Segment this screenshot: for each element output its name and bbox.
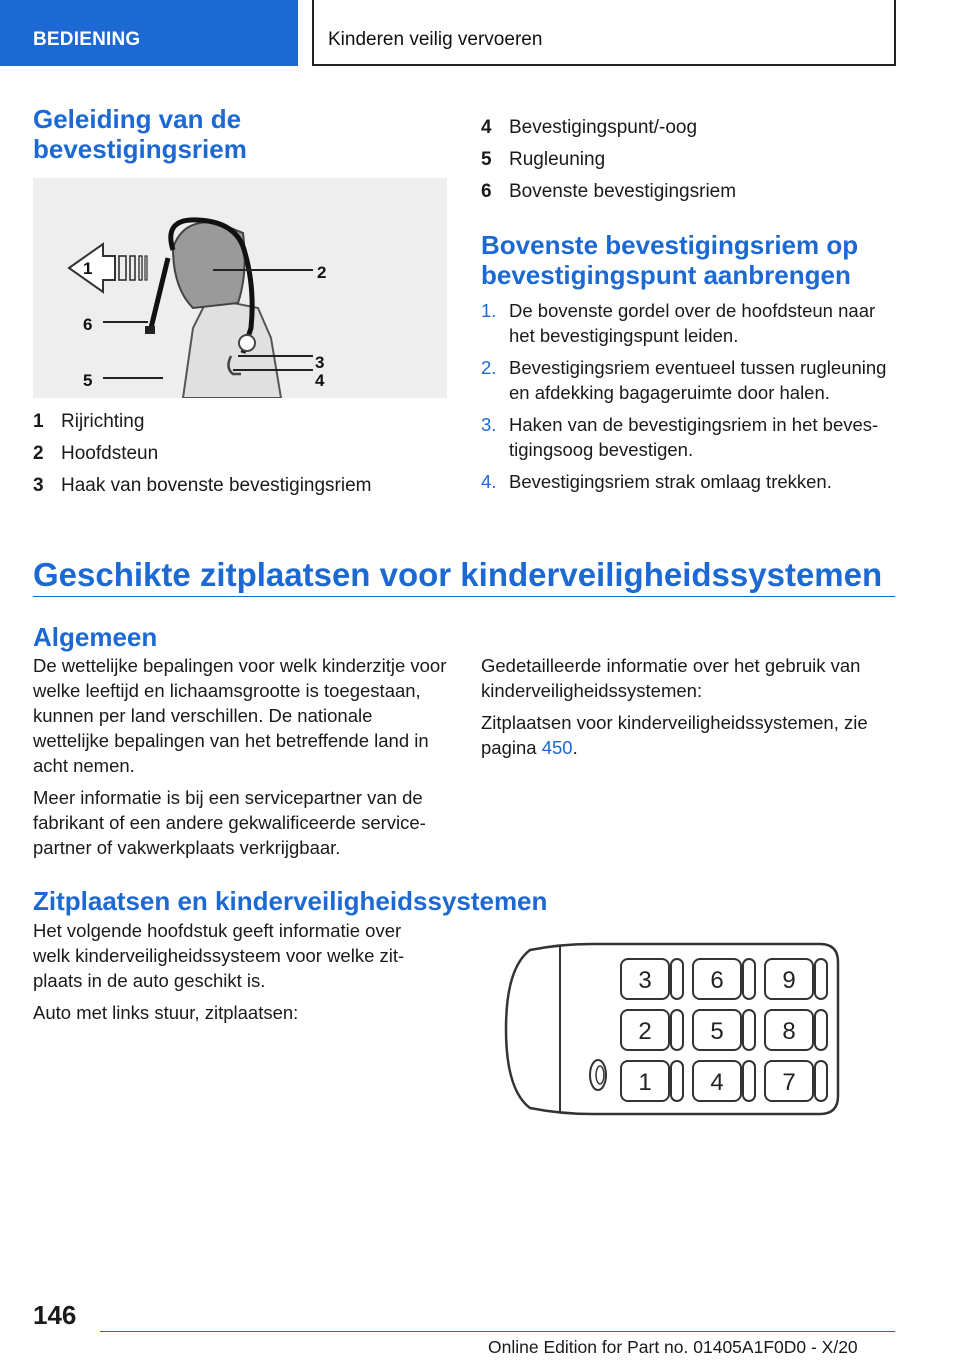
seats-section-title: Geschikte zitplaatsen voor kinderveiligheidssystemen xyxy=(33,556,883,593)
list-item: 3. Haken van de bevestigingsriem in het bevestigingsoog bevestigen. xyxy=(481,414,879,460)
general-title: Algemeen xyxy=(33,622,158,652)
list-item: 4. Bevestigingsriem strak omlaag trekken. xyxy=(481,471,832,492)
seat-number-label: 6 xyxy=(710,967,724,994)
list-item: 4 Bevestigingspunt/-oog xyxy=(481,117,698,138)
general-paragraph-4: Zitplaatsen voor kinderveiligheidssystemen, zie pagina 450. xyxy=(481,712,868,758)
chapter-tab xyxy=(0,0,298,66)
seat-grid xyxy=(621,959,827,1101)
list-item: 1. De bovenste gordel over de hoofdsteun naar het bevestigingspunt leiden. xyxy=(481,300,876,346)
figure-label-5: 5 xyxy=(83,371,93,390)
general-paragraph-2: Meer informatie is bij een servicepartner van de fabrikant of een andere gekwalificeerde servicepartner of vakwerkplaats verkrijgbaar. xyxy=(33,787,426,858)
seat-number-label: 3 xyxy=(638,967,652,994)
figure-legend-left xyxy=(33,406,447,502)
chapter-title: Kinderen veilig vervoeren xyxy=(328,29,543,50)
general-right xyxy=(481,653,895,767)
seats-systems-text xyxy=(33,918,433,1032)
seat-number-label: 2 xyxy=(638,1018,652,1045)
seat-number-label: 5 xyxy=(710,1018,724,1045)
chapter-tab-label: BEDIENING xyxy=(33,29,141,50)
seating-diagram xyxy=(500,940,845,1118)
figure-label-1: 1 xyxy=(83,259,93,278)
seating-diagram-svg xyxy=(500,940,845,1118)
seat-number-label: 4 xyxy=(710,1069,724,1096)
list-item: 2. Bevestigingsriem eventueel tussen rugleuning en afdekking bagageruimte door halen. xyxy=(481,357,887,403)
footer-rule xyxy=(100,1331,895,1332)
anchor-eye-shape xyxy=(239,335,255,351)
figure-label-4: 4 xyxy=(315,371,325,390)
general-paragraph-1: De wettelijke bepalingen voor welk kinderzitje voor welke leeftijd en lichaamsgrootte is toegestaan, kunnen per land verschillen. De nationale wettelijke bepalingen van het betreffende land in acht nemen. xyxy=(33,655,447,776)
figure-label-3: 3 xyxy=(315,353,325,372)
list-item: 5 Rugleuning xyxy=(481,149,606,170)
page-reference-link[interactable]: 450 xyxy=(541,737,573,758)
headrest-strap-illustration xyxy=(33,178,447,398)
seats-systems-title: Zitplaatsen en kinderveiligheidssystemen xyxy=(33,886,548,916)
guide-title: Geleiding van de bevestigingsriem xyxy=(33,104,247,164)
list-item: 6 Bovenste bevestigingsriem xyxy=(481,181,737,202)
general-paragraph-3: Gedetailleerde informatie over het gebruik van kinderveiligheidssystemen: xyxy=(481,655,861,701)
seat-number-label: 8 xyxy=(782,1018,796,1045)
page-header xyxy=(0,0,960,66)
page-number: 146 xyxy=(33,1300,77,1330)
attach-steps xyxy=(481,298,895,494)
guide-section xyxy=(33,104,447,502)
list-item: 3 Haak van bovenste bevestigingsriem xyxy=(33,475,372,496)
seat-back-shape xyxy=(183,298,281,398)
attach-section xyxy=(481,112,895,501)
section-divider xyxy=(33,596,895,597)
general-left xyxy=(33,622,447,867)
seat-number-label: 9 xyxy=(782,967,796,994)
figure-label-6: 6 xyxy=(83,315,93,334)
seat-number-label: 1 xyxy=(638,1069,652,1096)
figure-legend-right xyxy=(481,112,895,208)
footer-edition: Online Edition for Part no. 01405A1F0D0 - X/20 xyxy=(488,1337,858,1357)
seat-number-label: 7 xyxy=(782,1069,796,1096)
chapter-title-box xyxy=(312,0,896,66)
seats-paragraph-2: Auto met links stuur, zitplaatsen: xyxy=(33,1002,299,1023)
list-item: 1 Rijrichting xyxy=(33,411,145,432)
seats-paragraph-1: Het volgende hoofdstuk geeft informatie over welk kinderveiligheidssysteem voor welke zitplaats in de auto geschikt is. xyxy=(33,920,405,991)
list-item: 2 Hoofdsteun xyxy=(33,443,159,464)
attach-title: Bovenste bevestigingsriem op bevestigingspunt aanbrengen xyxy=(481,230,859,290)
headrest-strap-figure xyxy=(33,178,447,398)
figure-label-2: 2 xyxy=(317,263,327,282)
